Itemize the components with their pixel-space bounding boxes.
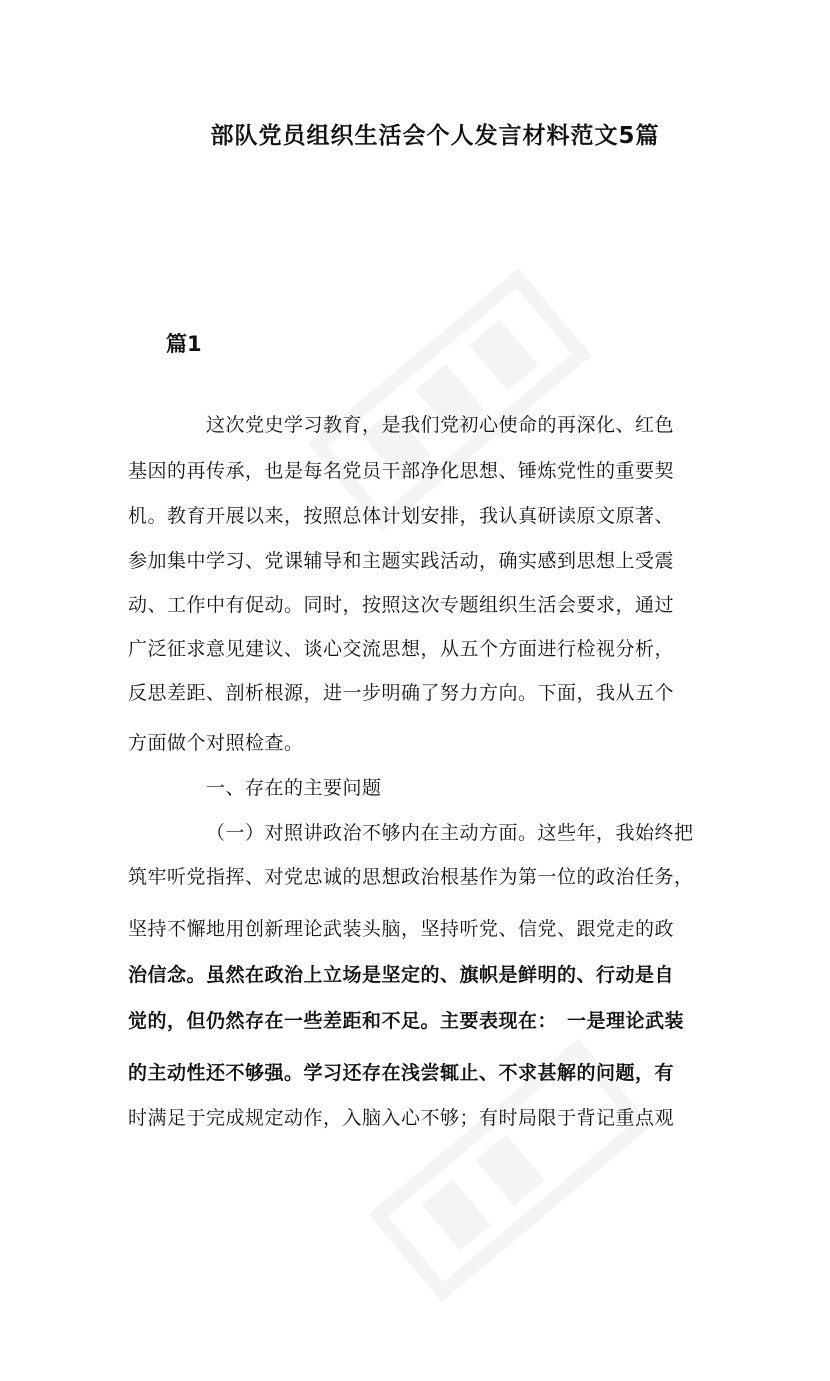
paragraph-line: 坚持不懈地用创新理论武装头脑，坚持听党、信党、跟党走的政 — [128, 918, 675, 940]
section-heading: 篇1 — [166, 332, 202, 356]
document-title: 部队党员组织生活会个人发言材料范文5篇 — [210, 123, 660, 149]
paragraph-line: 觉的，但仍然存在一些差距和不足。主要表现在： 一是理论武装 — [128, 1010, 685, 1032]
paragraph-line: 机。教育开展以来，按照总体计划安排，我认真研读原文原著、 — [128, 505, 675, 527]
subheading-line: 一、存在的主要问题 — [206, 777, 382, 799]
paragraph-line: 基因的再传承，也是每名党员干部净化思想、锤炼党性的重要契 — [128, 460, 675, 482]
paragraph-line: 这次党史学习教育，是我们党初心使命的再深化、红色 — [206, 414, 675, 436]
paragraph-line: （一）对照讲政治不够内在主动方面。这些年，我始终把 — [206, 822, 694, 844]
paragraph-line: 反思差距、剖析根源，进一步明确了努力方向。下面，我从五个 — [128, 682, 675, 704]
paragraph-line: 的主动性还不够强。学习还存在浅尝辄止、不求甚解的问题，有 — [128, 1062, 675, 1084]
paragraph-line: 参加集中学习、党课辅导和主题实践活动，确实感到思想上受震 — [128, 550, 675, 572]
paragraph-line: 方面做个对照检查。 — [128, 732, 304, 754]
paragraph-line: 动、工作中有促动。同时，按照这次专题组织生活会要求，通过 — [128, 594, 675, 616]
paragraph-line: 广泛征求意见建议、谈心交流思想，从五个方面进行检视分析， — [128, 638, 675, 660]
paragraph-line: 治信念。虽然在政治上立场是坚定的、旗帜是鲜明的、行动是自 — [128, 964, 675, 986]
paragraph-line: 时满足于完成规定动作，入脑入心不够；有时局限于背记重点观 — [128, 1107, 675, 1129]
paragraph-line: 筑牢听党指挥、对党忠诚的思想政治根基作为第一位的政治任务， — [128, 866, 694, 888]
